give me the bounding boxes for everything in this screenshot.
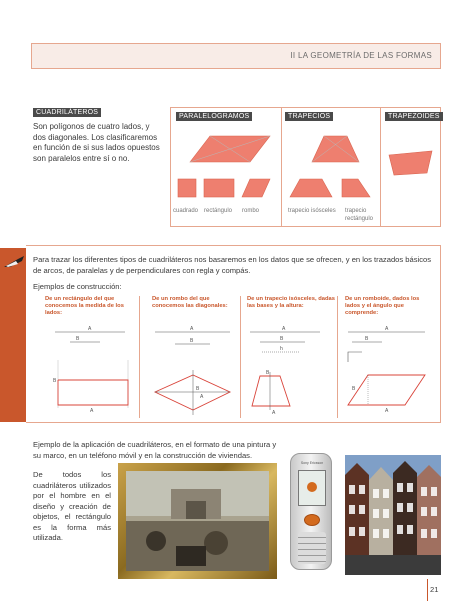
caption-square: cuadrado: [173, 208, 199, 214]
parallelogram-shape: [190, 136, 270, 162]
svg-text:B: B: [266, 370, 270, 376]
rhomboid-construction: [348, 326, 425, 414]
mobile-phone: [290, 453, 332, 570]
svg-text:A: A: [385, 326, 389, 332]
caption-rhombus: rombo: [242, 208, 260, 214]
examples-title: Ejemplos de construcción:: [33, 282, 122, 291]
painting-frame: [118, 463, 277, 579]
side-tab: [0, 248, 26, 422]
svg-text:A: A: [385, 408, 389, 414]
svg-text:A: A: [90, 408, 94, 414]
svg-text:B: B: [352, 386, 356, 392]
rectangle-shape: [204, 179, 234, 197]
phone-nav-key: [304, 514, 320, 526]
caption-right-trapezoid: trapecio rectángulo: [345, 208, 374, 222]
caption-isosceles-trapezoid: trapecio isósceles: [288, 208, 336, 214]
svg-text:B: B: [76, 336, 80, 342]
svg-text:A: A: [88, 326, 92, 332]
svg-text:B: B: [190, 338, 194, 344]
svg-text:A: A: [282, 326, 286, 332]
phone-screen: [298, 470, 326, 506]
svg-text:B: B: [365, 336, 369, 342]
phone-brand: Sony Ericsson: [300, 461, 324, 465]
page-number: 21: [430, 585, 439, 594]
construction-diagrams: [30, 320, 440, 420]
rhombus-shape: [242, 179, 270, 197]
example-label-trapezoid: De un trapecio isósceles, dadas las bases y la altura:: [247, 296, 335, 310]
houses-photo: [345, 455, 441, 575]
svg-text:B: B: [280, 336, 284, 342]
intro-text: Son polígonos de cuatro lados, y dos diagonales. Los clasificaremos en función de si sus lados opuestos son paralelos entre sí o no.: [33, 122, 160, 163]
construction-text: Para trazar los diferentes tipos de cuadriláteros nos basaremos en los datos que se ofrecen, y en los trazados básicos de arcos, de paralelas y de perpendiculares con regla y compás.: [33, 255, 432, 275]
svg-text:h: h: [280, 346, 283, 352]
chapter-header: [31, 43, 441, 69]
example-label-rhombus: De un rombo del que conocemos las diagonales:: [152, 296, 228, 310]
trapecios-tag: TRAPECIOS: [285, 112, 333, 121]
svg-text:A: A: [272, 410, 276, 416]
example-label-rhomboid: De un romboide, dados los lados y el ángulo que comprende:: [345, 296, 420, 317]
trapezoid-shape: [312, 136, 359, 162]
compass-icon: [4, 256, 24, 268]
rhombus-construction: [155, 326, 230, 415]
square-shape: [178, 179, 196, 197]
svg-text:A: A: [200, 394, 204, 400]
trapezium-shape: [389, 151, 432, 175]
phone-keypad: [298, 532, 326, 564]
svg-text:A: A: [190, 326, 194, 332]
isosceles-trapezoid-shape: [290, 179, 332, 197]
cuadrilateros-tag: CUADRILÁTEROS: [33, 108, 101, 117]
trapezoid-construction: [250, 326, 320, 416]
trapezoides-tag: TRAPEZOIDES: [385, 112, 443, 121]
rectangle-fact-text: De todos los cuadriláteros utilizados por el hombre en el diseño y creación de objetos, el rectángulo es la forma más utilizada.: [33, 470, 111, 542]
photo-caption: Ejemplo de la aplicación de cuadriláteros, en el formato de una pintura y su marco, en un teléfono móvil y en la construcción de viviendas.: [33, 440, 277, 460]
example-label-rectangle: De un rectángulo del que conocemos la medida de los lados:: [45, 296, 124, 317]
paralelogramos-tag: PARALELOGRAMOS: [176, 112, 252, 121]
svg-text:B: B: [53, 378, 57, 384]
caption-rectangle: rectángulo: [204, 208, 233, 214]
chapter-title: II LA GEOMETRÍA DE LAS FORMAS: [290, 51, 432, 60]
page-number-rule: [427, 579, 428, 601]
rectangle-construction: [53, 326, 128, 414]
right-trapezoid-shape: [342, 179, 370, 197]
painting-image: [126, 471, 269, 571]
svg-text:B: B: [196, 386, 200, 392]
